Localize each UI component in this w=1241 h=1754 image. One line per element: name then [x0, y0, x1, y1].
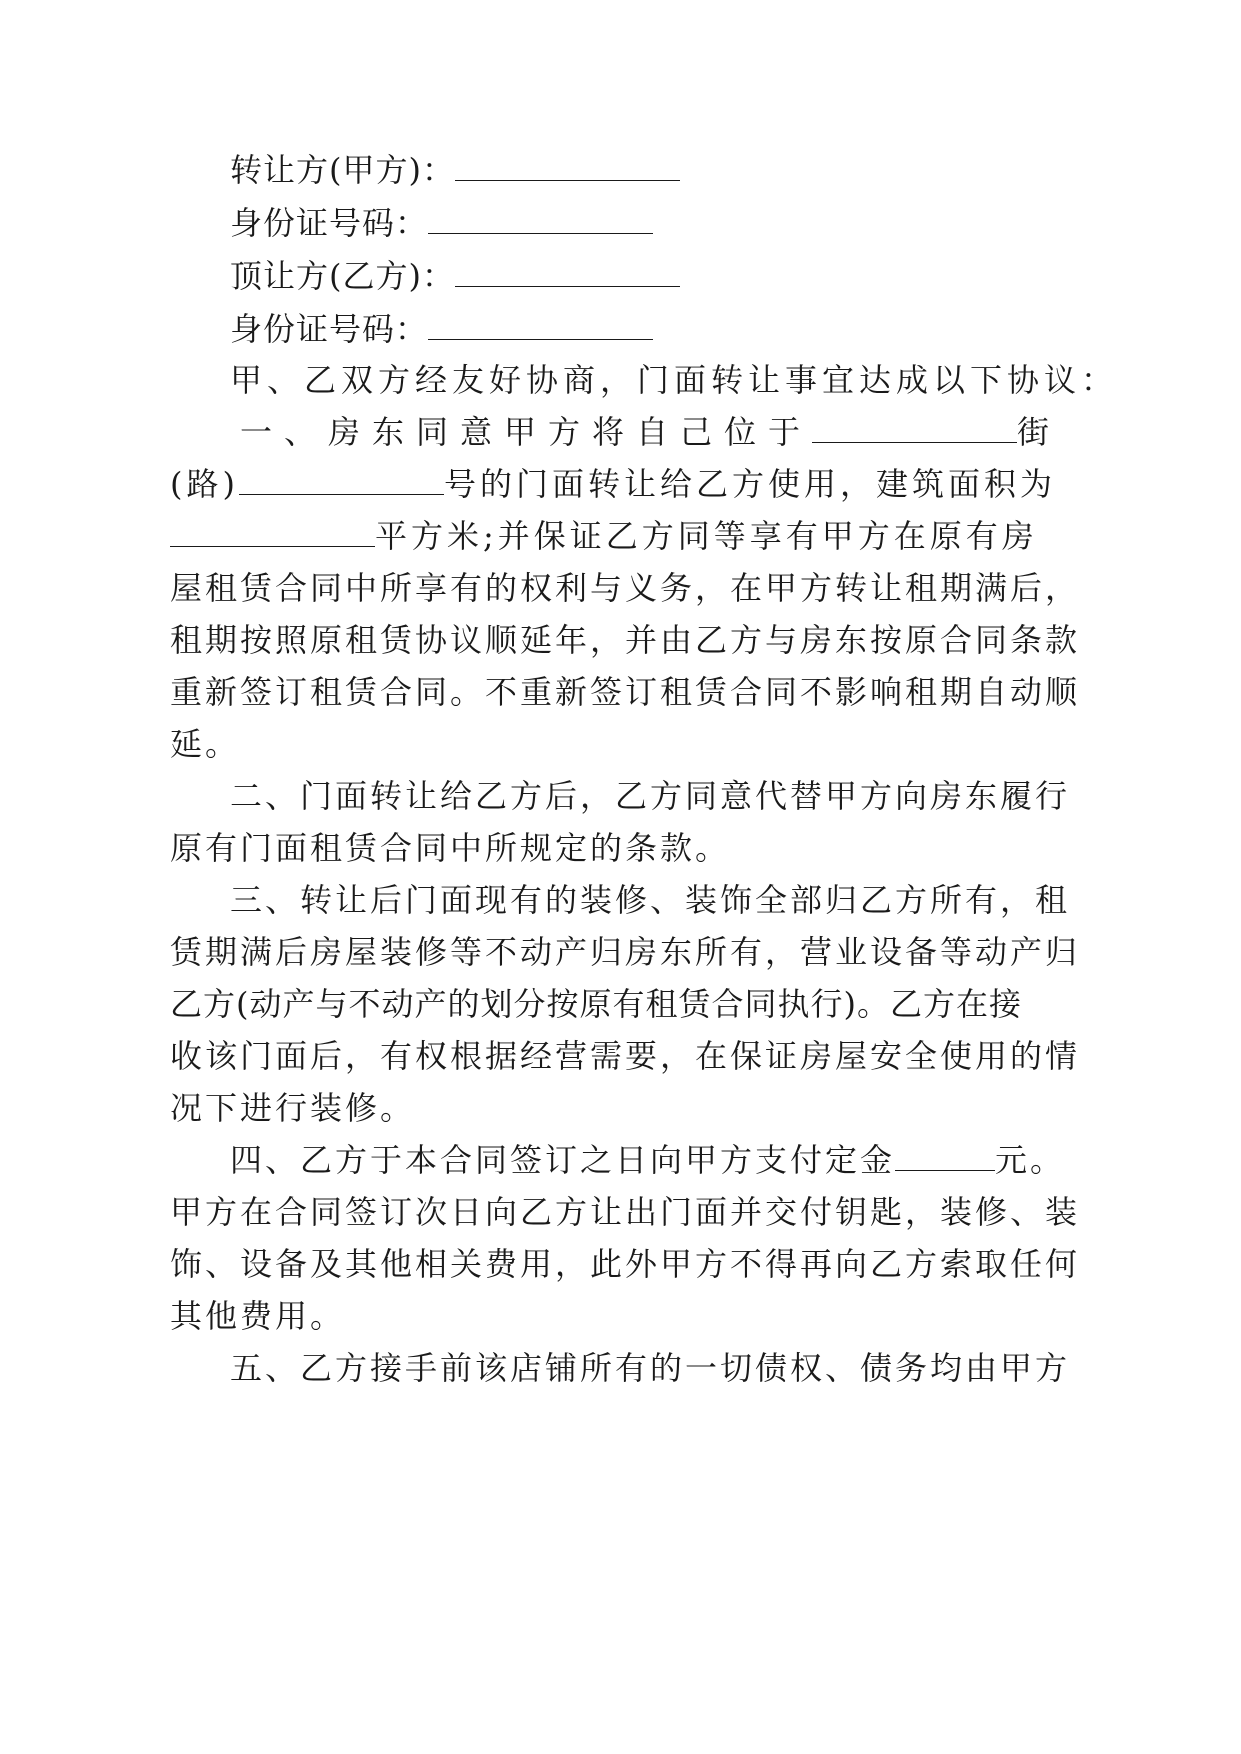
field-label: 顶让方(乙方)：	[230, 257, 455, 295]
clause1-line6: 重新签订租赁合同。不重新签订租赁合同不影响租期自动顺	[170, 673, 1081, 711]
area-blank	[170, 520, 375, 547]
intro-paragraph: 甲、乙双方经友好协商，门面转让事宜达成以下协议：	[230, 361, 1119, 399]
clause4-line4: 其他费用。	[170, 1297, 346, 1335]
transferor-id-blank	[428, 207, 653, 234]
clause5-line1: 五、乙方接手前该店铺所有的一切债权、债务均由甲方	[230, 1349, 1071, 1387]
clause1-line5: 租期按照原租赁协议顺延年，并由乙方与房东按原合同条款	[170, 621, 1081, 659]
clause3-line3: 乙方(动产与不动产的划分按原有租赁合同执行)。乙方在接	[170, 985, 1022, 1023]
transferee-field	[230, 256, 680, 296]
clause3-line1: 三、转让后门面现有的装修、装饰全部归乙方所有，租	[230, 881, 1071, 919]
clause3-line2: 赁期满后房屋装修等不动产归房东所有，营业设备等动产归	[170, 933, 1081, 971]
transferor-blank	[455, 154, 680, 181]
clause4-line1: 四、乙方于本合同签订之日向甲方支付定金 元。	[230, 1141, 1066, 1179]
clause2-line2: 原有门面租赁合同中所规定的条款。	[170, 829, 731, 867]
house-number-blank	[239, 468, 444, 495]
transferor-id-field	[230, 203, 653, 243]
field-label: 身份证号码：	[230, 310, 429, 348]
clause4-line3: 饰、设备及其他相关费用，此外甲方不得再向乙方索取任何	[170, 1245, 1081, 1283]
clause3-line4: 收该门面后，有权根据经营需要，在保证房屋安全使用的情	[170, 1037, 1081, 1075]
clause1-line4: 屋租赁合同中所享有的权利与义务，在甲方转让租期满后，	[170, 569, 1081, 607]
clause2-line1: 二、门面转让给乙方后，乙方同意代替甲方向房东履行	[230, 777, 1071, 815]
transferee-id-field	[230, 309, 653, 349]
street-blank	[812, 416, 1017, 443]
transferee-id-blank	[428, 313, 653, 340]
clause1-line1: 一、房东同意甲方将自己位于 街	[240, 413, 1062, 451]
clause1-line7: 延。	[170, 725, 241, 763]
clause3-line5: 况下进行装修。	[170, 1089, 416, 1127]
clause4-line2: 甲方在合同签订次日向乙方让出门面并交付钥匙，装修、装	[170, 1193, 1081, 1231]
clause1-line2: (路) 号的门面转让给乙方使用，建筑面积为	[170, 465, 1056, 503]
transferee-blank	[455, 260, 680, 287]
clause1-line3: 平方米;并保证乙方同等享有甲方在原有房	[170, 516, 1038, 556]
transferor-field	[230, 150, 680, 190]
field-label: 身份证号码：	[230, 204, 429, 242]
deposit-blank	[895, 1144, 995, 1171]
field-label: 转让方(甲方)：	[230, 151, 455, 189]
